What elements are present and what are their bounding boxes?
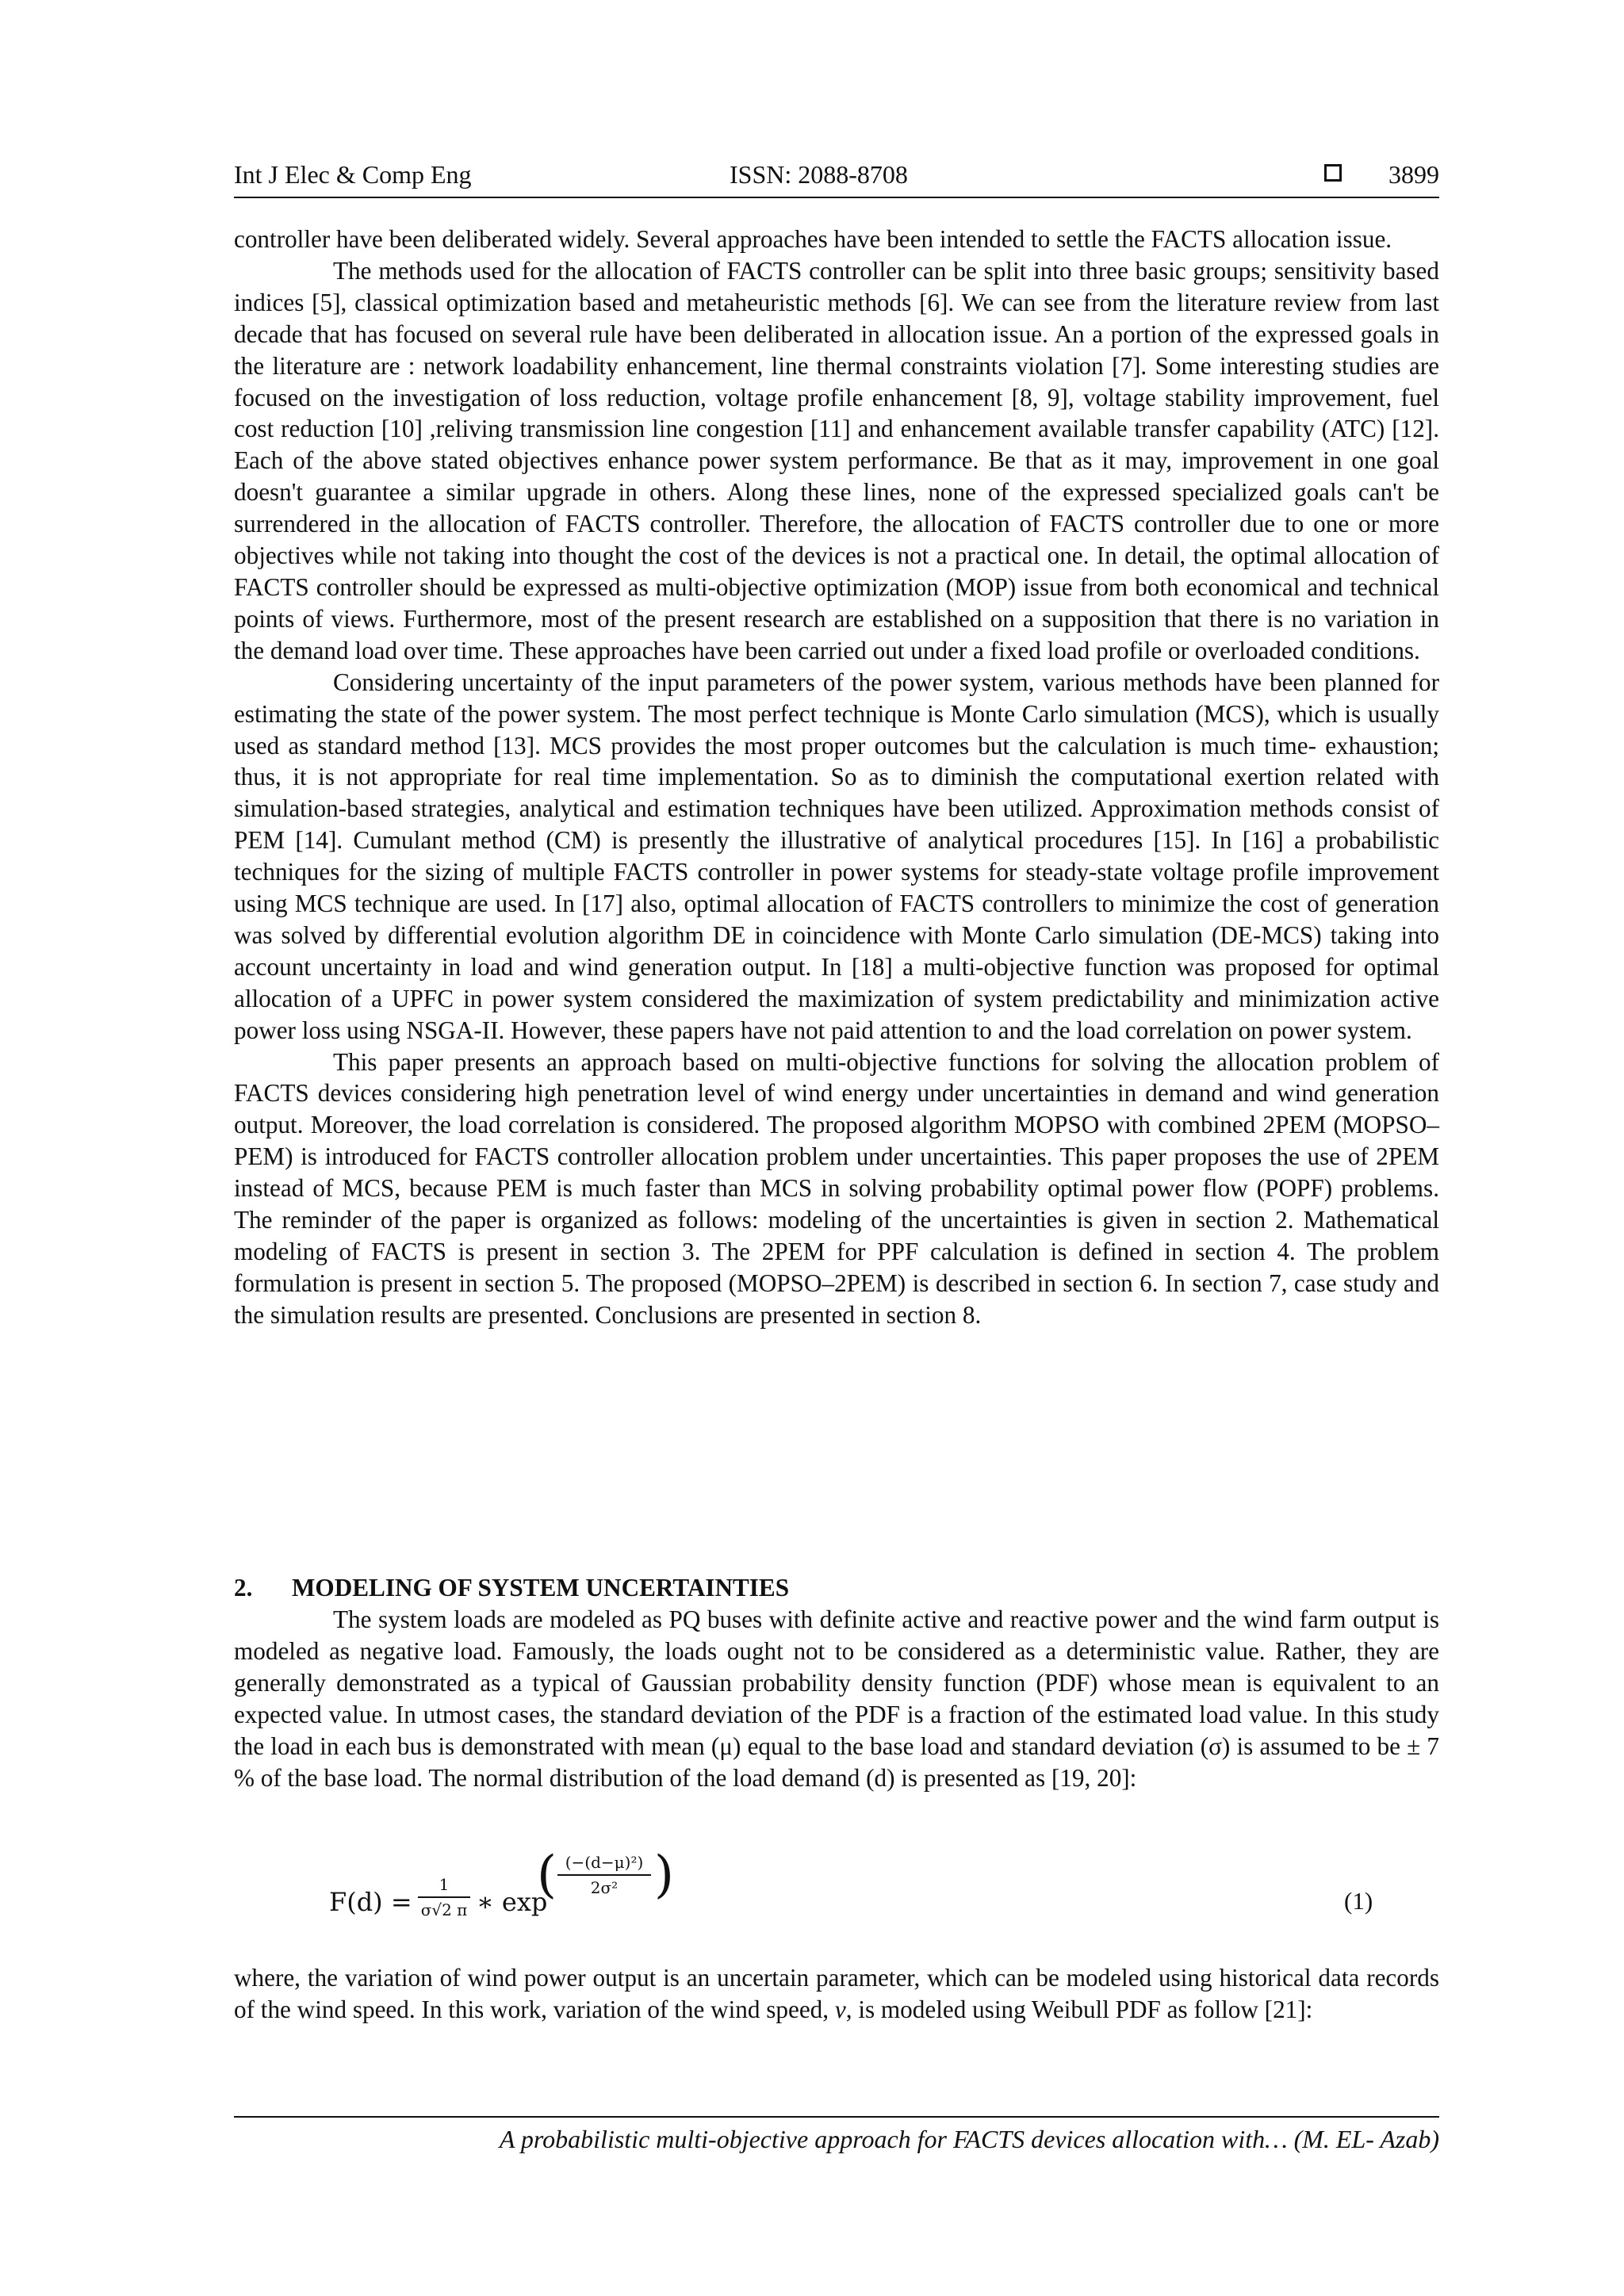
running-footer: A probabilistic multi-objective approach for FACTS devices allocation with… (M. EL- Azab) <box>499 2125 1439 2153</box>
post-equation-text <box>234 1962 1439 2026</box>
square-icon <box>1324 164 1342 182</box>
equation-operator: ∗ exp <box>477 1887 548 1917</box>
paragraph <box>234 1962 1439 2026</box>
paragraph: The methods used for the allocation of FACTS controller can be split into three basic groups; sensitivity based indices [5], classical optimization based and metaheuristic methods [6]. We can see from the literature review from last decade that has focused on several rule have been deliberated in allocation issue. An a portion of the expressed goals in the literature are : network loadability enhancement, line thermal constraints violation [7]. Some interesting studies are focused on the investigation of loss reduction, voltage profile enhancement [8, 9], voltage stability improvement, fuel cost reduction [10] ,reliving transmission line congestion [11] and enhancement available transfer capability (ATC) [12]. Each of the above stated objectives enhance power system performance. Be that as it may, improvement in one goal doesn't guarantee a similar upgrade in others. Along these lines, none of the expressed specialized goals can't be surrendered in the allocation of FACTS controller. Therefore, the allocation of FACTS controller due to one or more objectives while not taking into thought the cost of the devices is not a practical one. In detail, the optimal allocation of FACTS controller should be expressed as multi-objective optimization (MOP) issue from both economical and technical points of views. Furthermore, most of the present research are established on a supposition that there is no variation in the demand load over time. These approaches have been carried out under a fixed load profile or overloaded conditions. <box>234 256 1439 664</box>
exponent-numerator: (−(d−μ)²) <box>565 1853 644 1872</box>
page-number: 3899 <box>1388 160 1439 189</box>
header-rule <box>234 197 1439 198</box>
paragraph-text-end: , is modeled using Weibull PDF as follow [21]: <box>845 1995 1313 2023</box>
right-paren: ) <box>654 1846 674 1904</box>
running-header <box>234 155 1439 193</box>
paragraph: Considering uncertainty of the input parameters of the power system, various methods have been planned for estimating the state of the power system. The most perfect technique is Monte Carlo simulation (MCS), which is usually used as standard method [13]. MCS provides the most proper outcomes but the calculation is much time- exhaustion; thus, it is not appropriate for real time implementation. So as to diminish the computational exertion related with simulation-based strategies, analytical and estimation techniques have been utilized. Approximation methods consist of PEM [14]. Cumulant method (CM) is presently the illustrative of analytical procedures [15]. In [16] a probabilistic techniques for the sizing of multiple FACTS controller in power systems for steady-state voltage profile improvement using MCS technique are used. In [17] also, optimal allocation of FACTS controllers to minimize the cost of generation was solved by differential evolution algorithm DE in coincidence with Monte Carlo simulation (DE-MCS) taking into account uncertainty in load and wind generation output. In [18] a multi-objective function was proposed for optimal allocation of a UPFC in power system considered the maximization of system predictability and minimization active power loss using NSGA-II. However, these papers have not paid attention to and the load correlation on power system. <box>234 668 1439 1044</box>
section-number: 2. <box>234 1574 253 1601</box>
variable-v: v <box>834 1995 846 2023</box>
issn-label: ISSN: 2088-8708 <box>730 160 908 189</box>
paragraph-text-start: where, the variation of wind power output is an uncertain parameter, which can be modeled using historical data records of the wind speed. In this work, variation of the wind speed, <box>234 1964 1439 2023</box>
equation-1 <box>329 1847 1439 1950</box>
journal-name: Int J Elec & Comp Eng <box>234 160 472 189</box>
footer-rule <box>234 2116 1439 2118</box>
fraction-bar <box>418 1896 470 1898</box>
left-paren: ( <box>537 1846 557 1904</box>
paragraph: The system loads are modeled as PQ buses with definite active and reactive power and the wind farm output is modeled as negative load. Famously, the loads ought not to be considered as a deterministic value. Rather, they are generally demonstrated as a typical of Gaussian probability density function (PDF) whose mean is equivalent to an expected value. In utmost cases, the standard deviation of the PDF is a fraction of the estimated load value. In this study the load in each bus is demonstrated with mean (μ) equal to the base load and standard deviation (σ) is assumed to be ± 7 % of the base load. The normal distribution of the load demand (d) is presented as [19, 20]: <box>234 1605 1439 1792</box>
section-heading <box>234 1572 1439 1604</box>
exponent-fraction <box>557 1852 651 1898</box>
paragraph: This paper presents an approach based on multi-objective functions for solving the allocation problem of FACTS devices considering high penetration level of wind energy under uncertainties in demand and wind generation output. Moreover, the load correlation is considered. The proposed algorithm MOPSO with combined 2PEM (MOPSO–PEM) is introduced for FACTS controller allocation problem under uncertainties. This paper proposes the use of 2PEM instead of MCS, because PEM is much faster than MCS in solving probability optimal power flow (POPF) problems. The reminder of the paper is organized as follows: modeling of the uncertainties is given in section 2. Mathematical modeling of FACTS is present in section 3. The 2PEM for PPF calculation is defined in section 4. The problem formulation is present in section 5. The proposed (MOPSO–2PEM) is described in section 6. In section 7, case study and the simulation results are presented. Conclusions are presented in section 8. <box>234 1047 1439 1329</box>
section-title: MODELING OF SYSTEM UNCERTAINTIES <box>292 1574 790 1601</box>
exponent-bar <box>557 1874 651 1876</box>
equation-lhs: F(d) = <box>329 1887 412 1917</box>
exponent-denominator: 2σ² <box>590 1878 619 1897</box>
equation-number: (1) <box>1344 1887 1373 1915</box>
fraction-numerator: 1 <box>439 1875 450 1894</box>
body-text <box>234 224 1439 1331</box>
equation-fraction <box>418 1874 470 1920</box>
paragraph: controller have been deliberated widely. Several approaches have been intended to settle the FACTS allocation issue. <box>234 225 1392 253</box>
section-body <box>234 1604 1439 1793</box>
fraction-denominator: σ√2 π <box>420 1900 468 1919</box>
